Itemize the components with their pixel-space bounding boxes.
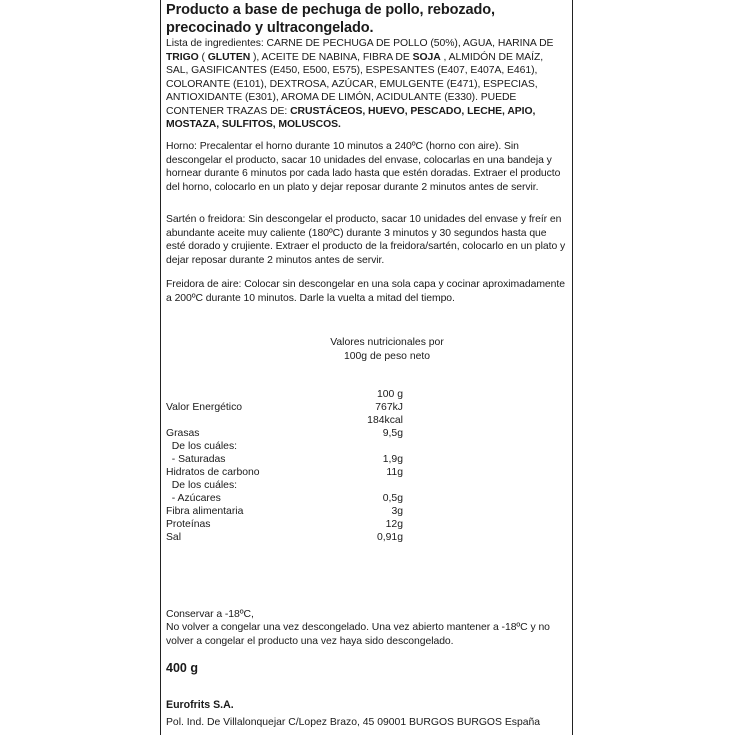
nutrition-row-label: - Saturadas xyxy=(166,454,226,465)
instructions-horno: Horno: Precalentar el horno durante 10 minutos a 240ºC (horno con aire). Sin descongelar el producto, sacar 10 unidades del envase, colocarlas en una bandeja y hornear durante 6 minutos por cada lado hasta que estén doradas. Extraer el producto del horno, colocarlo en un plato y dejar reposar durante 2 minutos antes de servir. xyxy=(166,141,561,193)
nutrition-row-label: De los cuáles: xyxy=(166,441,238,452)
nutrition-row-label: Fibra alimentaria xyxy=(166,506,244,517)
allergen-traces: CRUSTÁCEOS, HUEVO, PESCADO, LECHE, APIO, MOSTAZA, SULFITOS, MOLUSCOS. xyxy=(166,105,536,130)
ingredients-text-1: Lista de ingredientes: CARNE DE PECHUGA DE POLLO (50%), AGUA, HARINA DE xyxy=(166,38,554,49)
nutrition-row-label: Grasas xyxy=(166,428,200,439)
instructions-sarten: Sartén o freidora: Sin descongelar el producto, sacar 10 unidades del envase y freír en abundante aceite muy caliente (180ºC) durante 3 minutos y 30 segundos hasta que esté dorado y crujiente. Extraer el producto de la freidora/sartén, colocarlo en un plato y dejar reposar durante 2 minutos antes de servir. xyxy=(166,214,566,266)
nutrition-heading: Valores nutricionales por 100g de peso neto xyxy=(330,337,444,362)
nutrition-row-label: - Azúcares xyxy=(166,493,221,504)
nutrition-row-value: 12g xyxy=(385,519,403,530)
nutrition-row-value: 3g xyxy=(391,506,403,517)
label-content xyxy=(166,0,566,132)
nutrition-row-value: 0,91g xyxy=(376,532,403,543)
nutrition-row-label: Proteínas xyxy=(166,519,211,530)
nutrition-energy-label: Valor Energético xyxy=(166,402,243,413)
product-title: Producto a base de pechuga de pollo, rebozado, precocinado y ultracongelado. xyxy=(166,2,495,36)
allergen-soja: SOJA xyxy=(412,51,441,63)
storage-line-2: No volver a congelar una vez descongelado. Una vez abierto mantener a -18ºC y no volver a congelar el producto una vez haya sido descongelado. xyxy=(166,622,550,647)
instructions-freidora-aire: Freidora de aire: Colocar sin descongelar en una sola capa y cocinar aproximadamente a 200ºC durante 10 minutos. Darle la vuelta a mitad del tiempo. xyxy=(166,279,565,304)
company-address: Pol. Ind. De Villalonquejar C/Lopez Brazo, 45 09001 BURGOS BURGOS España xyxy=(166,717,541,728)
nutrition-row-value: 9,5g xyxy=(382,428,403,439)
ingredients-list xyxy=(166,37,566,132)
ingredients-text-3: ), ACEITE DE NABINA, FIBRA DE xyxy=(250,51,413,63)
nutrition-row-value: 0,5g xyxy=(382,493,403,504)
ingredients-text-4: , ALMIDÓN DE MAÍZ, SAL, GASIFICANTES (E450, E500, E575), ESPESANTES (E407, E407A, E461), COLORANTE (E101), DEXTROSA, AZÚCAR, EMULGENTE (E471), ESPECIAS, ANTIOXIDANTE (E301), AROMA DE LIMÓN, ACIDULANTE (E330). PUEDE CONTENER TRAZAS DE: xyxy=(166,51,544,117)
nutrition-energy-kcal: 184kcal xyxy=(367,415,403,426)
storage-line-1: Conservar a -18ºC, xyxy=(166,609,254,620)
allergen-gluten: GLUTEN xyxy=(207,51,251,63)
allergen-trigo: TRIGO xyxy=(166,51,199,63)
nutrition-row-label: Sal xyxy=(166,532,182,543)
ingredients-text-2: ( xyxy=(198,51,208,63)
nutrition-row-value: 1,9g xyxy=(382,454,403,465)
company-name: Eurofrits S.A. xyxy=(166,699,234,711)
nutrition-row-label: De los cuáles: xyxy=(166,480,238,491)
nutrition-row-value: 11g xyxy=(386,467,403,478)
nutrition-energy-kj: 767kJ xyxy=(375,402,403,413)
net-weight: 400 g xyxy=(166,661,198,675)
nutrition-per-100g: 100 g xyxy=(376,389,403,400)
nutrition-row-label: Hidratos de carbono xyxy=(166,467,260,478)
